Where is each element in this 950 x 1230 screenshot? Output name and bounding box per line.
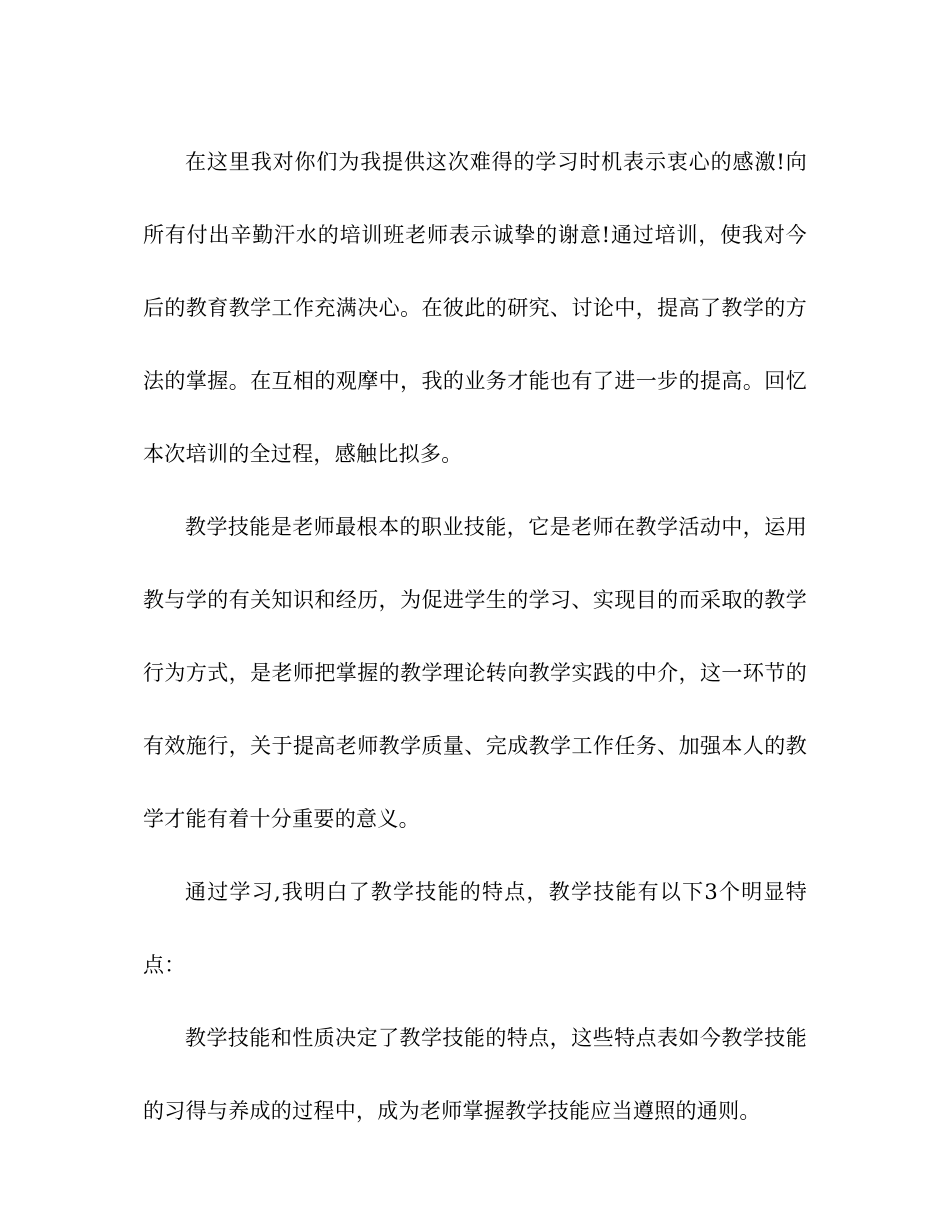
paragraph-training-gratitude: 在这里我对你们为我提供这次难得的学习时机表示衷心的感激!向所有付出辛勤汗水的培训班老师表示诚挚的谢意!通过培训，使我对今后的教育教学工作充满决心。在彼此的研究、讨论中，提高了教学的方法的掌握。在互相的观摩中，我的业务才能也有了进一步的提高。回忆本次培训的全过程，感触比拟多。 <box>143 150 807 466</box>
paragraph-teaching-skills-definition: 教学技能是老师最根本的职业技能，它是老师在教学活动中，运用教与学的有关知识和经历，为促进学生的学习、实现目的而采取的教学行为方式，是老师把掌握的教学理论转向教学实践的中介，这一环节的有效施行，关于提高老师教学质量、完成教学工作任务、加强本人的教学才能有着十分重要的意义。 <box>143 515 807 831</box>
paragraph-skills-features-intro: 通过学习,我明白了教学技能的特点，教学技能有以下3个明显特点： <box>143 880 807 977</box>
document-body <box>143 126 807 1148</box>
paragraph-skills-nature: 教学技能和性质决定了教学技能的特点，这些特点表如今教学技能的习得与养成的过程中，成为老师掌握教学技能应当遵照的通则。 <box>143 1026 807 1123</box>
